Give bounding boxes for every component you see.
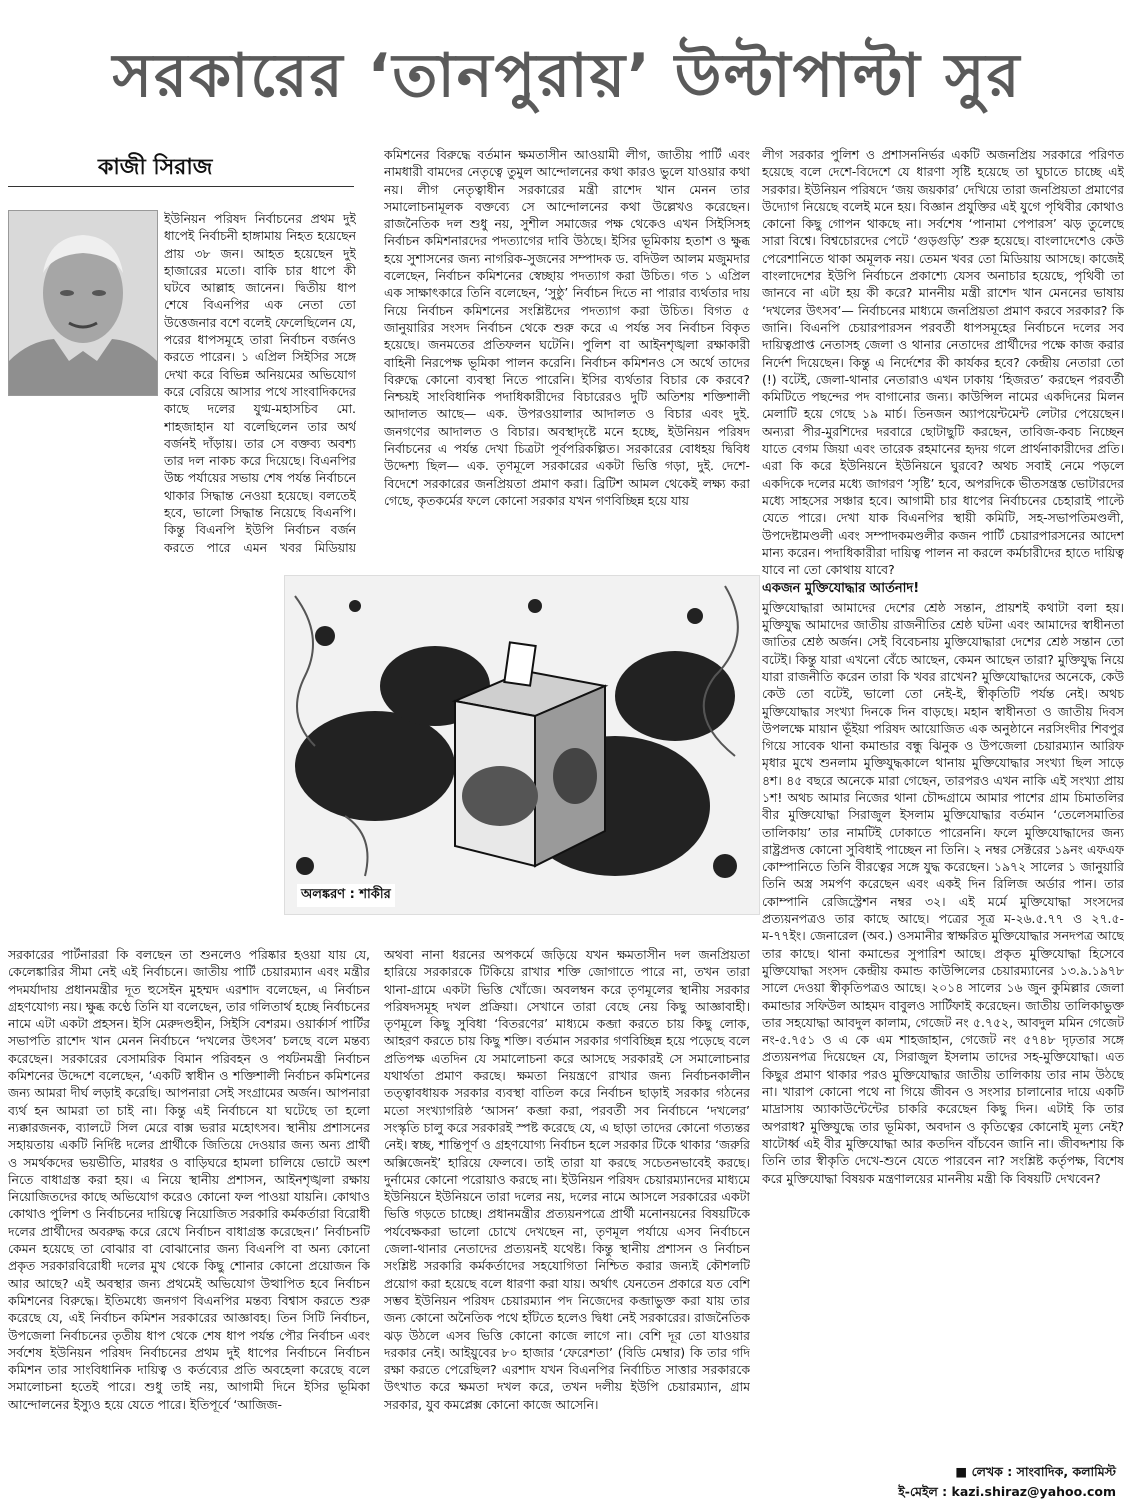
writer-credit: ■ লেখক : সাংবাদিক, কলামিস্ট — [955, 1464, 1116, 1479]
ballot-box-illustration — [284, 575, 760, 915]
column-2-lower-text: অথবা নানা ধরনের অপকর্মে জড়িয়ে যখন ক্ষমতাসীন দল জনপ্রিয়তা হারিয়ে সরকারকে টিকিয়ে রাখার শক্তি জোগাতে পারে না, তখন তারা থানা-গ্রামে একটা ভিত্তি খোঁজে। অবলম্বন করে তৃণমূলের স্থানীয় সরকার পরিষদসমূহ দখল প্রক্রিয়া। সেখানে তারা বেছে নেয় কিছু আজ্ঞাবাহী। তৃণমূলে কিছু সুবিধা ‘বিতরণের’ মাধ্যমে কব্জা করতে চায় কিছু লোক, আহরণ করতে চায় কিছু শক্তি। বর্তমান সরকার গণবিচ্ছিন্ন হয়ে পড়েছে বলে প্রতিপক্ষ এতদিন যে সমালোচনা করে আসছে সরকারই সে সমালোচনার যথার্থতা প্রমাণ করছে। ক্ষমতা নিয়ন্ত্রণে রাখার জন্য নির্বাচনকালীন তত্ত্বাবধায়ক সরকার ব্যবস্থা বাতিল করে নির্বাচন ছাড়াই সরকার গঠনের মতো সংখ্যাগরিষ্ঠ ‘আসন’ কব্জা করা, পরবর্তী সব নির্বাচনে ‘দখলের’ সংস্কৃতি চালু করে সরকারই স্পষ্ট করেছে যে, এ ছাড়া তাদের কোনো গত্যন্তর নেই। স্বচ্ছ, শান্তিপূর্ণ ও গ্রহণযোগ্য নির্বাচন হলে সরকার টিকে থাকার ‘জরুরি অক্সিজেনই’ হারিয়ে ফেলবে। তাই তারা যা করছে সচেতনভাবেই করছে। দুর্নামের কোনো পরোয়াও করছে না। ইউনিয়ন পরিষদ চেয়ারম্যানদের মাধ্যমে ইউনিয়নে ইউনিয়নে তারা দলের নয়, দলের নামে আসলে সরকারের একটা ভিত্তি গড়তে চাচ্ছে। প্রধানমন্ত্রীর প্রত্যয়নপত্রে প্রার্থী মনোনয়নের বিষয়টিকে পর্যবেক্ষকরা ভালো চোখে দেখছেন না, তৃণমূল পর্যায়ে এসব নির্বাচনে জেলা-থানার নেতাদের প্রত্যয়নই যথেষ্ট। কিন্তু স্থানীয় প্রশাসন ও নির্বাচন সংশ্লিষ্ট সরকারি কর্মকর্তাদের সহযোগিতা নিশ্চিত করার জন্যই কৌশলটি প্রয়োগ করা হয়েছে বলে ধারণা করা যায়। অর্থাৎ যেনতেন প্রকারে যত বেশি সম্ভব ইউনিয়ন পরিষদ চেয়ারম্যান পদ নিজেদের কব্জাভুক্ত করা যায় তার জন্য কোনো অনৈতিক পথে হাঁটতে হলেও দ্বিধা নেই সরকারের। রাজনৈতিক ঝড় উঠলে এসব ভিত্তি কোনো কাজে লাগে না। বেশি দূর তো যাওয়ার দরকার নেই। আইয়ুবের ৮০ হাজার ‘ফেরেশতা’ (বিডি মেম্বার) কি তার গদি রক্ষা করতে পেরেছিল? এরশাদ যখন বিএনপির নির্বাচিত সাত্তার সরকারকে উৎখাত করে ক্ষমতা দখল করে, তখন দলীয় ইউপি চেয়ারম্যান, গ্রাম সরকার, যুব কমপ্লেক্স কোনো কাজে আসেনি। — [384, 947, 750, 1412]
column-2-lower — [384, 946, 750, 1486]
author-photo — [8, 210, 158, 396]
column-1-lower — [8, 946, 370, 1486]
column-1-intro — [164, 210, 356, 556]
author-portrait-image — [9, 211, 157, 395]
column-3 — [762, 146, 1124, 1461]
column-2-upper-text: কমিশনের বিরুদ্ধে বর্তমান ক্ষমতাসীন আওয়ামী লীগ, জাতীয় পার্টি এবং নামধারী বামদের নেতৃত্বে তুমুল আন্দোলনের কথা কারও ভুলে যাওয়ার কথা নয়। লীগ নেতৃত্বাধীন সরকারের মন্ত্রী রাশেদ খান মেনন তার সমালোচনামূলক বক্তব্যে সে আন্দোলনের কথা উল্লেখও করেছেন। রাজনৈতিক দল শুধু নয়, সুশীল সমাজের পক্ষ থেকেও এখন সিইসিসহ নির্বাচন কমিশনারদের পদত্যাগের দাবি উঠছে। ইসির ভূমিকায় হতাশ ও ক্ষুব্ধ হয়ে সুশাসনের জন্য নাগরিক-সুজনের সম্পাদক ড. বদিউল আলম মজুমদার বলেছেন, নির্বাচন কমিশনের স্বেচ্ছায় পদত্যাগ করা উচিত। গত ১ এপ্রিল এক সাক্ষাৎকারে তিনি বলেছেন, ‘সুষ্ঠু’ নির্বাচন দিতে না পারার ব্যর্থতার দায় নিয়ে নির্বাচন কমিশনের সংশ্লিষ্টদের পদত্যাগ করা উচিত। বিগত ৫ জানুয়ারির সংসদ নির্বাচন থেকে শুরু করে এ পর্যন্ত সব নির্বাচন বিকৃত হয়েছে। জনমতের প্রতিফলন ঘটেনি। পুলিশ বা আইনশৃঙ্খলা রক্ষাকারী বাহিনী নিরপেক্ষ ভূমিকা পালন করেনি। নির্বাচন কমিশনও সে অর্থে তাদের বিরুদ্ধে কোনো ব্যবস্থা নিতে পারেনি। ইসির ব্যর্থতার বিচার কে করবে? নিশ্চয়ই সাংবিধানিক পদাধিকারীদের বিচারেরও দুটি অতিশয় শক্তিশালী আদালত আছে— এক. উপরওয়ালার আদালত ও বিচার এবং দুই. জনগণের আদালত ও বিচার। অবস্থাদৃষ্টে মনে হচ্ছে, ইউনিয়ন পরিষদ নির্বাচনের এ পর্যন্ত দেখা চিত্রটা পূর্বপরিকল্পিত। সরকারের বোধহয় দ্বিবিধ উদ্দেশ্য ছিল— এক. তৃণমূলে সরকারের একটা ভিত্তি গড়া, দুই. দেশে-বিদেশে সরকারের জনপ্রিয়তা প্রমাণ করা। ব্রিটিশ আমল থেকেই লক্ষ্য করা গেছে, কৃতকর্মের ফলে কোনো সরকার যখন গণবিচ্ছিন্ন হয়ে যায় — [384, 147, 750, 508]
column-1-intro-text: ইউনিয়ন পরিষদ নির্বাচনের প্রথম দুই ধাপেই নির্বাচনী হাঙ্গামায় নিহত হয়েছেন প্রায় ৩৮ জন। আহত হয়েছেন দুই হাজারের মতো। বাকি চার ধাপে কী ঘটবে আল্লাহ জানেন। দ্বিতীয় ধাপ শেষে বিএনপির এক নেতা তো উত্তেজনার বশে বলেই ফেলেছিলেন যে, পরের ধাপসমূহে তারা নির্বাচন বর্জনও করতে পারেন। ১ এপ্রিল সিইসির সঙ্গে দেখা করে বিভিন্ন অনিয়মের অভিযোগ করে বেরিয়ে আসার পথে সাংবাদিকদের কাছে দলের যুগ্ম-মহাসচিব মো. শাহজাহান যা বলেছিলেন তার অর্থ বর্জনই দাঁড়ায়। তার সে বক্তব্য অবশ্য তার দল নাকচ করে দিয়েছে। বিএনপির উচ্চ পর্যায়ের সভায় শেষ পর্যন্ত নির্বাচনে থাকার সিদ্ধান্ত নেওয়া হয়েছে। বলতেই হবে, ভালো সিদ্ধান্ত নিয়েছে বিএনপি। কিন্তু বিএনপি ইউপি নির্বাচন বর্জন করতে পারে এমন খবর মিডিয়ায় — [164, 211, 356, 555]
byline: কাজী সিরাজ — [98, 155, 213, 180]
column-3-subheading: একজন মুক্তিযোদ্ধার আর্তনাদ! — [762, 581, 920, 597]
ballot-box-art — [285, 576, 759, 914]
column-1-lower-text: সরকারের পার্টনাররা কি বলছেন তা শুনলেও পরিষ্কার হওয়া যায় যে, কেলেঙ্কারির সীমা নেই এই নির্বাচনে। জাতীয় পার্টি চেয়ারম্যান এবং মন্ত্রীর পদমর্যাদায় প্রধানমন্ত্রীর দূত হুসেইন মুহম্মদ এরশাদ বলেছেন, এ নির্বাচন গ্রহণযোগ্য নয়। ক্ষুব্ধ কণ্ঠে তিনি যা বলেছেন, তার গলিতার্থ হচ্ছে নির্বাচনের নামে এটা একটা প্রহসন। ইসি মেরুদণ্ডহীন, সিইসি বেশরম। ওয়ার্কার্স পার্টির সভাপতি রাশেদ খান মেনন নির্বাচনে ‘দখলের উৎসব’ চলছে বলে মন্তব্য করেছেন। সরকারের বেসামরিক বিমান পরিবহন ও পর্যটনমন্ত্রী নির্বাচন কমিশনের উদ্দেশে বলেছেন, ‘একটি স্বাধীন ও শক্তিশালী নির্বাচন কমিশনের জন্য আমরা দীর্ঘ লড়াই করেছি। আপনারা সেই সংগ্রামের অর্জন। আপনারা ব্যর্থ হন আমরা তা চাই না। কিন্তু এই নির্বাচনে যা ঘটেছে তা হলো ন্যক্কারজনক, ব্যালটে সিল মেরে বাক্স ভরার মহোৎসব। স্থানীয় প্রশাসনের সহায়তায় একটি নির্দিষ্ট দলের প্রার্থীকে জিতিয়ে দেওয়ার জন্য অন্য প্রার্থী ও সমর্থকদের ভয়ভীতি, মারধর ও বাড়িঘরে হামলা চালিয়ে ভোটে অংশ নিতে বাধাগ্রস্ত করা হয়। এ নিয়ে স্থানীয় প্রশাসন, আইনশৃঙ্খলা রক্ষায় নিয়োজিতদের কাছে অভিযোগ করেও কোনো ফল পাওয়া যায়নি। কোথাও কোথাও পুলিশ ও নির্বাচনের দায়িত্বে নিয়োজিত সরকারি কর্মকর্তারা বিরোধী দলের প্রার্থীদের অবরুদ্ধ করে রেখে নির্বাচন বাধাগ্রস্ত করেছেন।’ নির্বাচনটি কেমন হয়েছে তা বোঝার বা বোঝানোর জন্য বিএনপি বা অন্য কোনো প্রকৃত সরকারবিরোধী দলের মুখ থেকে কিছু শোনার কোনো প্রয়োজন কি আর আছে? এই অবস্থার জন্য প্রথমেই অভিযোগ উত্থাপিত হবে নির্বাচন কমিশনের বিরুদ্ধে। ইতিমধ্যে জনগণ বিএনপির মন্তব্য বিশ্বাস করতে শুরু করেছে যে, এই নির্বাচন কমিশন সরকারের আজ্ঞাবহ। তিন সিটি নির্বাচন, উপজেলা নির্বাচনের তৃতীয় ধাপ থেকে শেষ ধাপ পর্যন্ত পৌর নির্বাচন এবং সর্বশেষ ইউনিয়ন পরিষদ নির্বাচনের প্রথম দুই ধাপের নির্বাচনে নির্বাচন কমিশন তার সাংবিধানিক দায়িত্ব ও কর্তব্যের প্রতি অবহেলা করেছে বলে সমালোচনা হতেই পারে। শুধু তাই নয়, আগামী দিনে ইসির ভূমিকা আন্দোলনের ইস্যুও হয়ে যেতে পারে। ইতিপূর্বে ‘আজিজ- — [8, 947, 370, 1412]
column-3-text: লীগ সরকার পুলিশ ও প্রশাসননির্ভর একটি অজনপ্রিয় সরকারে পরিণত হয়েছে বলে দেশে-বিদেশে যে ধারণা সৃষ্টি হয়েছে তা ঘুচাতে চাচ্ছে এই সরকার। ইউনিয়ন পরিষদে ‘জয় জয়কার’ দেখিয়ে তারা জনপ্রিয়তা প্রমাণের উদ্যোগ নিয়েছে বলেই মনে হয়। বিজ্ঞান প্রযুক্তির এই যুগে পৃথিবীর কোথাও কোনো কিছু গোপন থাকছে না। সর্বশেষ ‘পানামা পেপারস’ ঝড় তুলেছে সারা বিশ্বে। বিশ্বচোরদের পেটে ‘গুড়গুড়ি’ শুরু হয়েছে। বাংলাদেশেও কেউ পেরেশানিতে থাকা অমূলক নয়। তেমন খবর তো মিডিয়ায় আসছে। কাজেই বাংলাদেশের ইউপি নির্বাচনে প্রকাশ্যে যেসব অনাচার হয়েছে, পৃথিবী তা জানবে না এটা হয় কী করে? মাননীয় মন্ত্রী রাশেদ খান মেননের ভাষায় ‘দখলের উৎসব’— নির্বাচনের মাধ্যমে জনপ্রিয়তা প্রমাণ করবে সরকার? কি জানি। বিএনপি চেয়ারপারসন পরবর্তী ধাপসমূহের নির্বাচনে দলের সব দায়িত্বপ্রাপ্ত নেতাসহ জেলা ও থানার নেতাদের প্রার্থীদের পক্ষে কাজ করার নির্দেশ দিয়েছেন। কিন্তু এ নির্দেশের কী কার্যকর হবে? কেন্দ্রীয় নেতারা তো (!) বটেই, জেলা-থানার নেতারাও এখন ঢাকায় ‘হিজরত’ করছেন পরবর্তী কমিটিতে পছন্দের পদ বাগানোর জন্য। কাউন্সিল নামের একদিনের মিলন মেলাটি হয়ে গেছে ১৯ মার্চ। তিনজন অ্যাপয়েন্টমেন্ট লেটার পেয়েছেন। অন্যরা পীর-মুরশিদের দরবারে ছোটাছুটি করছেন, তাবিজ-কবচ নিচ্ছেন যাতে বেগম জিয়া এবং তারেক রহমানের হৃদয় গলে প্রার্থনাকারীদের প্রতি। এরা কি করে ইউনিয়নে ইউনিয়নে ঘুরবে? অথচ সবাই নেমে পড়লে একদিকে দলের মধ্যে জাগরণ ‘সৃষ্টি’ হবে, অপরদিকে ভীতসন্ত্রস্ত ভোটারদের মধ্যে সাহসের সঞ্চার হবে। আগামী চার ধাপের নির্বাচনের চেহারাই পাল্টে যেতে পারে। দেখা যাক বিএনপির স্থায়ী কমিটি, সহ-সভাপতিমণ্ডলী, উপদেষ্টামণ্ডলী এবং সম্পাদকমণ্ডলীর কজন পার্টি চেয়ারপারসনের আদেশ মান্য করেন। পদাধিকারীরা দায়িত্ব পালন না করলে কর্মচারীদের হাতে দায়িত্ব যাবে না তো কোথায় যাবে? — [762, 147, 1124, 578]
byline-rule — [8, 186, 354, 187]
illustration-credit: অলঙ্করণ : শাকীর — [297, 884, 395, 907]
column-2-upper — [384, 146, 750, 564]
writer-email: ই-মেইল : kazi.shiraz@yahoo.com — [898, 1484, 1116, 1499]
column-3-rest-text: মুক্তিযোদ্ধারা আমাদের দেশের শ্রেষ্ঠ সন্তান, প্রায়শই কথাটা বলা হয়। মুক্তিযুদ্ধ আমাদের জাতীয় রাজনীতির শ্রেষ্ঠ ঘটনা এবং আমাদের স্বাধীনতা জাতির শ্রেষ্ঠ অর্জন। সেই বিবেচনায় মুক্তিযোদ্ধারা দেশের শ্রেষ্ঠ সন্তান তো বটেই। কিন্তু যারা এখনো বেঁচে আছেন, কেমন আছেন তারা? মুক্তিযুদ্ধ নিয়ে যারা রাজনীতি করেন তারা কি খবর রাখেন? মুক্তিযোদ্ধাদের অনেকে, কেউ কেউ তো বটেই, ভালো তো নেই-ই, স্বীকৃতিটি পর্যন্ত নেই। অথচ মুক্তিযোদ্ধার সংখ্যা দিনকে দিন বাড়ছে। মহান স্বাধীনতা ও জাতীয় দিবস উপলক্ষে মায়ান ভূঁইয়া পরিষদ আয়োজিত এক অনুষ্ঠানে নরসিংদীর শিবপুর গিয়ে সাবেক থানা কমান্ডার বন্ধু ঝিনুক ও উপজেলা চেয়ারম্যান আরিফ মৃধার মুখে শুনলাম মুক্তিযুদ্ধকালে থানায় মুক্তিযোদ্ধার সংখ্যা ছিল সাড়ে ৪শ। ৪৫ বছরে অনেকে মারা গেছেন, তারপরও এখন নাকি এই সংখ্যা প্রায় ১শ! অথচ আমার নিজের থানা চৌদ্দগ্রামে আমার পাশের গ্রাম চিমাতলির বীর মুক্তিযোদ্ধা সিরাজুল ইসলাম মুক্তিযোদ্ধার বর্তমান ‘তেলেসমাতির তালিকায়’ তার নামটিই ঢোকাতে পারেননি। ফলে মুক্তিযোদ্ধাদের জন্য রাষ্ট্রপ্রদত্ত কোনো সুবিধাই পাচ্ছেন না তিনি। ২ নম্বর সেক্টরের ১৯নং এফএফ কোম্পানিতে তিনি বীরত্বের সঙ্গে যুদ্ধ করেছেন। ১৯৭২ সালের ১ জানুয়ারি তিনি অস্ত্র সমর্পণ করেছেন এবং একই দিন রিলিজ অর্ডার পান। তার কোম্পানি রেজিস্ট্রেশন নম্বর ৩২। এই মর্মে মুক্তিযোদ্ধা সংসদের প্রত্যয়নপত্রও তার কাছে আছে। পত্রের সূত্র ম-২৬.৫.৭৭ ও ২৭.৫-ম-৭৭ইং। জেনারেল (অব.) ওসমানীর স্বাক্ষরিত মুক্তিযোদ্ধার সনদপত্র আছে তার কাছে। থানা কমান্ডের সুপারিশ আছে। প্রকৃত মুক্তিযোদ্ধা হিসেবে মুক্তিযোদ্ধা সংসদ কেন্দ্রীয় কমান্ড কাউন্সিলের চেয়ারম্যানের ১৩.৯.১৯৭৮ সালে দেওয়া স্বীকৃতিপত্রও আছে। ২০১৪ সালের ১৬ জুন কুমিল্লার জেলা কমান্ডার সফিউল আহমদ বাবুলও সার্টিফাই করেছেন। জাতীয় তালিকাভুক্ত তার সহযোদ্ধা আবদুল কালাম, গেজেট নং ৫.৭৫২, আবদুল মমিন গেজেট নং-৫.৭৫১ ও এ কে এম শাহজাহান, গেজেট নং ৫৭৪৮ দৃঢ়তার সঙ্গে প্রত্যয়নপত্র দিয়েছেন যে, সিরাজুল ইসলাম তাদের সহ-মুক্তিযোদ্ধা। এত কিছুর প্রমাণ থাকার পরও মুক্তিযোদ্ধার জাতীয় তালিকায় তার নাম উঠছে না। খারাপ কোনো পথে না গিয়ে জীবন ও সংসার চালানোর দায়ে একটি মাদ্রাসায় অ্যাকাউন্টেন্টের চাকরি করেছেন কিছু দিন। এটাই কি তার অপরাধ? মুক্তিযুদ্ধে তার ভূমিকা, অবদান ও কৃতিত্বের কোনোই মূল্য নেই? ষাটোর্ধ্ব এই বীর মুক্তিযোদ্ধা আর কতদিন বাঁচবেন জানি না। জীবদ্দশায় কি তিনি তার স্বীকৃতি দেখে-শুনে যেতে পারবেন না? সংশ্লিষ্ট কর্তৃপক্ষ, বিশেষ করে মুক্তিযোদ্ধা বিষয়ক মন্ত্রণালয়ের মাননীয় মন্ত্রী কি বিষয়টি দেখবেন? — [762, 599, 1124, 1186]
headline: সরকারের ‘তানপুরায়’ উল্টাপাল্টা সুর — [112, 41, 1022, 111]
